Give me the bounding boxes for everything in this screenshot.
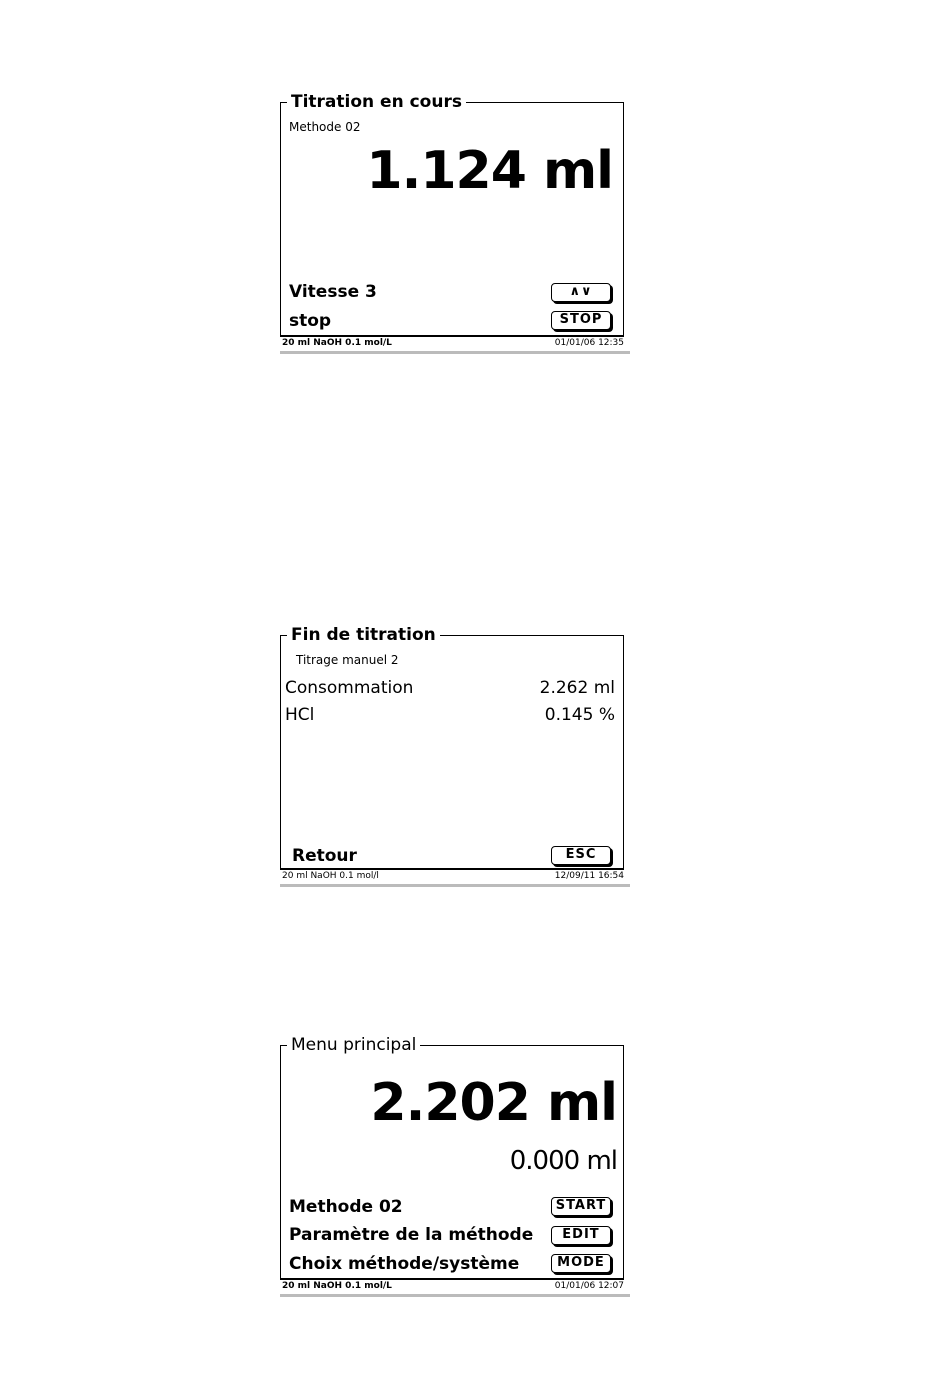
method-parameters-label: Paramètre de la méthode (289, 1225, 534, 1245)
mode-key[interactable]: MODE (551, 1254, 611, 1273)
dosed-volume: 1.124 ml (366, 141, 613, 201)
date-time: 01/01/06 12:07 (554, 1281, 624, 1291)
edit-key[interactable]: EDIT (551, 1226, 611, 1245)
stop-label: stop (289, 311, 332, 331)
reagent-info: 20 ml NaOH 0.1 mol/L (282, 1281, 392, 1291)
result-label: HCl (285, 705, 315, 725)
method-name: Methode 02 (289, 120, 361, 134)
speed-up-down-key[interactable]: ∧∨ (551, 283, 611, 302)
return-label: Retour (292, 846, 357, 866)
mode-label: Choix méthode/système (289, 1254, 520, 1274)
date-time: 01/01/06 12:35 (554, 338, 624, 348)
result-value: 2.262 ml (539, 678, 615, 698)
screen-title: Titration en cours (287, 92, 466, 112)
status-bar (280, 337, 630, 354)
speed-label: Vitesse 3 (289, 282, 377, 302)
secondary-volume: 0.000 ml (509, 1146, 617, 1176)
method-name: Titrage manuel 2 (296, 653, 399, 667)
date-time: 12/09/11 16:54 (554, 871, 624, 881)
screen-title: Fin de titration (287, 625, 440, 645)
result-value: 0.145 % (544, 705, 615, 725)
status-bar (280, 1280, 630, 1297)
result-label: Consommation (285, 678, 414, 698)
screen-title: Menu principal (287, 1035, 420, 1055)
status-bar (280, 870, 630, 887)
esc-key[interactable]: ESC (551, 846, 611, 865)
method-label: Methode 02 (289, 1197, 403, 1217)
stop-key[interactable]: STOP (551, 311, 611, 330)
screen-frame (280, 92, 624, 337)
reagent-info: 20 ml NaOH 0.1 mol/L (282, 338, 392, 348)
dosed-volume: 2.202 ml (370, 1073, 617, 1133)
screen-frame (280, 625, 624, 870)
reagent-info: 20 ml NaOH 0.1 mol/l (282, 871, 379, 881)
start-key[interactable]: START (551, 1197, 611, 1216)
screen-frame (280, 1035, 624, 1280)
